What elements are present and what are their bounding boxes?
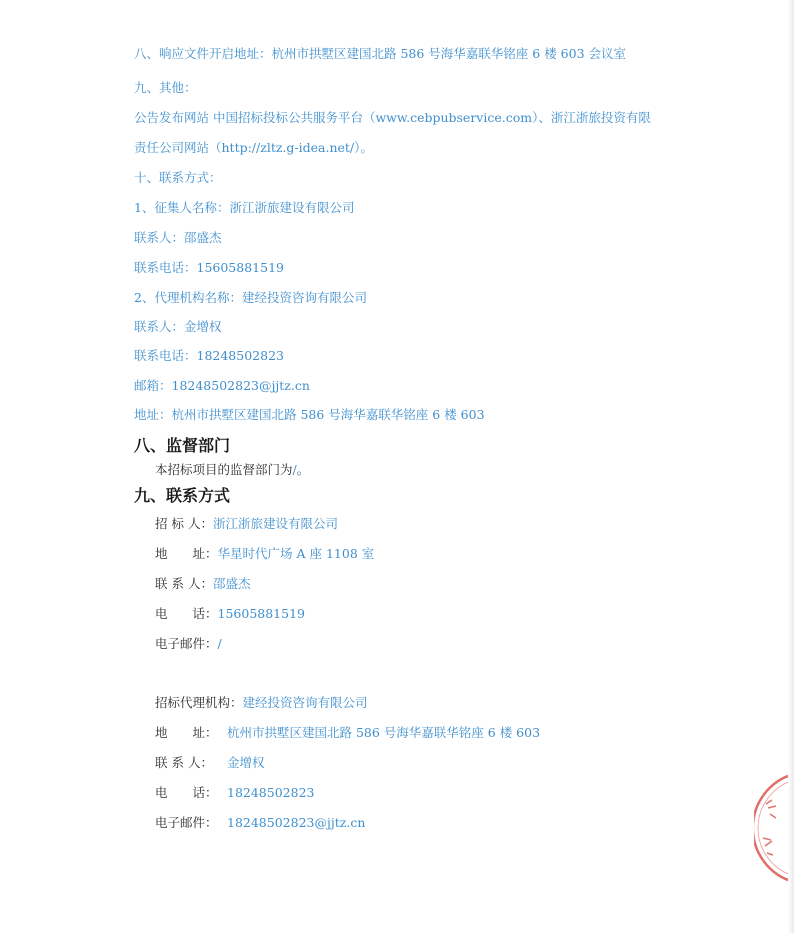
page-edge-shadow (788, 0, 794, 933)
tenderer-contact-value: 邵盛杰 (212, 576, 251, 591)
tenderer-phone-value: 15605881519 (217, 606, 305, 621)
collector-contact-line: 联系人：邵盛杰 (134, 230, 222, 245)
agency-contact-line: 联系人：金增权 (134, 319, 222, 334)
tenderer-address-label: 地 址： (155, 546, 218, 561)
collector-name-line: 1、征集人名称：浙江浙旅建设有限公司 (134, 200, 355, 215)
agency-name-label: 招标代理机构： (155, 695, 243, 710)
agency-email-value: 18248502823@jjtz.cn (227, 815, 366, 830)
agency-phone-row (155, 785, 314, 801)
tenderer-email-value: / (217, 636, 222, 651)
agency-name-value: 建经投资咨询有限公司 (242, 695, 368, 710)
contact-heading-line: 十、联系方式： (134, 170, 222, 185)
open-address-line: 八、响应文件开启地址：杭州市拱墅区建国北路 586 号海华嘉联华铭座 6 楼 603 会议室 (134, 46, 627, 61)
tenderer-contact-label: 联 系 人： (155, 576, 213, 591)
tenderer-phone-row (155, 606, 305, 622)
announce-sites-line-2: 责任公司网站（http://zltz.g-idea.net/）。 (134, 140, 373, 155)
tenderer-name-label: 招 标 人： (155, 516, 213, 531)
tenderer-name-row (155, 516, 338, 532)
agency-phone-line: 联系电话：18248502823 (134, 348, 284, 363)
announce-sites-line-1: 公告发布网站 中国招标投标公共服务平台（www.cebpubservice.com）、浙江浙旅投资有限 (134, 110, 651, 125)
tenderer-phone-label: 电 话： (155, 606, 218, 621)
tenderer-address-row (155, 546, 374, 562)
supervision-body (155, 462, 309, 478)
tenderer-address-value: 华星时代广场 A 座 1108 室 (217, 546, 375, 561)
agency-email-line: 邮箱：18248502823@jjtz.cn (134, 378, 310, 393)
agency-contact-row (155, 755, 265, 771)
agency-phone-label: 电 话： (155, 785, 218, 800)
tenderer-email-row (155, 636, 222, 652)
supervision-body-end: 。 (296, 462, 310, 477)
tenderer-name-value: 浙江浙旅建设有限公司 (212, 516, 338, 531)
agency-contact-label: 联 系 人： (155, 755, 213, 770)
agency-name-row (155, 695, 368, 711)
agency-address-line: 地址：杭州市拱墅区建国北路 586 号海华嘉联华铭座 6 楼 603 (134, 407, 485, 422)
supervision-body-label: 本招标项目的监督部门为 (155, 462, 293, 477)
agency-phone-value: 18248502823 (227, 785, 315, 800)
tenderer-email-label: 电子邮件： (155, 636, 218, 651)
tenderer-contact-row (155, 576, 250, 592)
other-heading-line: 九、其他： (134, 80, 197, 95)
agency-name-line: 2、代理机构名称：建经投资咨询有限公司 (134, 290, 367, 305)
agency-address-value: 杭州市拱墅区建国北路 586 号海华嘉联华铭座 6 楼 603 (227, 725, 541, 740)
agency-address-label: 地 址： (155, 725, 218, 740)
collector-phone-line: 联系电话：15605881519 (134, 260, 284, 275)
agency-email-row (155, 815, 365, 831)
contact-method-heading: 九、联系方式 (134, 486, 231, 505)
agency-contact-value: 金增权 (227, 755, 265, 770)
supervision-heading: 八、监督部门 (134, 436, 231, 455)
agency-address-row (155, 725, 540, 741)
supervision-body-value: / (292, 462, 297, 477)
agency-email-label: 电子邮件： (155, 815, 218, 830)
